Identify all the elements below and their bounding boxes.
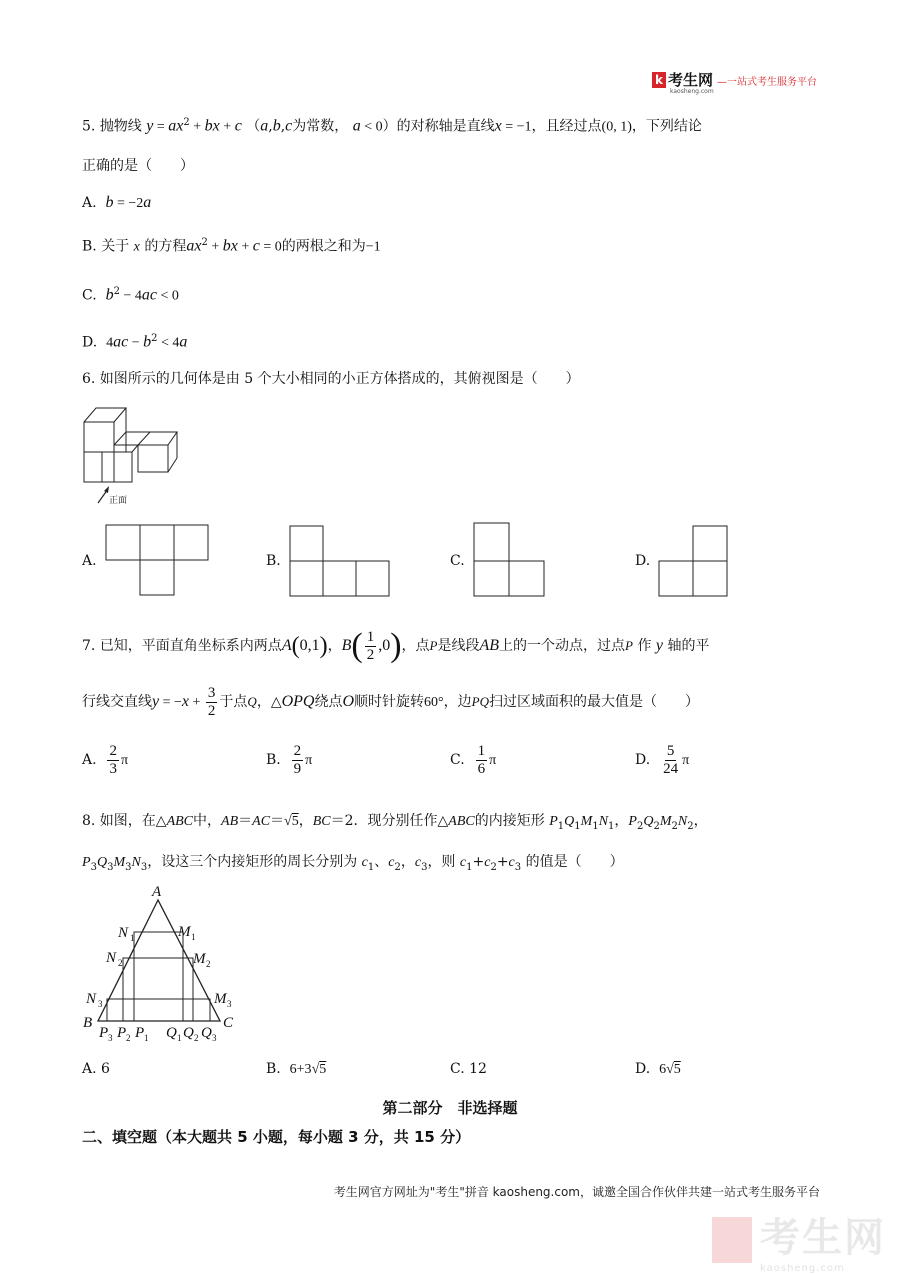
svg-text:2: 2: [206, 959, 211, 969]
label-b: B: [83, 1015, 93, 1031]
label-n3: [85, 991, 103, 1009]
q8-option-a[interactable]: A. 6: [82, 1061, 110, 1077]
q6-option-a-label[interactable]: A.: [82, 553, 97, 569]
front-label: 正面: [109, 496, 128, 506]
svg-text:1: 1: [130, 933, 135, 943]
footer-text: 考生网官方网址为"考生"拼音 kaosheng.com，诚邀全国合作伙伴共建一站式考生服务平台: [333, 1185, 820, 1199]
q5-stem-line2: 正确的是（ ）: [82, 158, 194, 174]
q7-option-b[interactable]: B. $\frac{2}{9}$ π: [266, 742, 313, 777]
header-logo: [652, 72, 817, 95]
q5-option-b[interactable]: B. 关于 x 的方程$ax^2$ + bx + c = 0的两根之和为−1: [82, 237, 381, 255]
q6-option-b-figure[interactable]: [288, 524, 392, 598]
q6-option-c-label[interactable]: C.: [450, 553, 465, 569]
q7-option-c[interactable]: C. $\frac{1}{6}$ π: [450, 742, 497, 777]
q6-option-a-figure[interactable]: [105, 523, 211, 597]
svg-text:3: 3: [227, 999, 232, 1009]
logo-name: 考生网: [668, 70, 714, 89]
svg-text:N: N: [106, 950, 117, 966]
svg-text:1: 1: [144, 1033, 149, 1043]
q7-stem: 7. 已知，平面直角坐标系内两点A(0,1)，B( $\frac{1}{2}$ ,0)，点P是线段AB上的一个动点，过点P 作 y 轴的平: [82, 627, 710, 664]
svg-text:M: M: [178, 924, 191, 940]
q7-option-d[interactable]: D. $\frac{5}{24}$ π: [635, 742, 690, 777]
label-p1: [134, 1025, 149, 1043]
svg-text:2: 2: [126, 1033, 131, 1043]
logo-slogan: —一站式考生服务平台: [717, 76, 818, 88]
part2-title: 第二部分 非选择题: [382, 1099, 518, 1117]
label-c: C: [223, 1015, 234, 1031]
logo-domain: kaosheng.com: [670, 88, 714, 95]
svg-text:1: 1: [177, 1033, 182, 1043]
watermark-mark: [712, 1217, 752, 1263]
svg-text:P: P: [135, 1025, 145, 1041]
q6-solid-figure: [78, 405, 188, 510]
label-m1: [177, 924, 196, 942]
q6-option-d-figure[interactable]: [657, 524, 729, 598]
label-n1: [117, 925, 135, 943]
watermark-domain: kaosheng.com: [760, 1263, 845, 1274]
label-m3: [213, 991, 232, 1009]
q8-triangle-figure: [80, 880, 250, 1050]
svg-text:P: P: [99, 1025, 109, 1041]
watermark-text: 考生网: [760, 1215, 886, 1261]
label-n2: [105, 950, 123, 968]
label-q1: [166, 1025, 182, 1043]
label-a: A: [152, 884, 162, 900]
q8-option-d[interactable]: D. 6√5: [635, 1061, 681, 1077]
q8-option-c[interactable]: C. 12: [450, 1061, 487, 1077]
rect-3: [107, 999, 210, 1021]
svg-text:N: N: [118, 925, 129, 941]
svg-text:2: 2: [194, 1033, 199, 1043]
q6-option-c-figure[interactable]: [472, 521, 548, 599]
label-p3: [98, 1025, 113, 1043]
q7-stem-line2: 行线交直线y = −x + $\frac{3}{2}$ 于点Q，△OPQ绕点O顺时针旋转60°，边PQ扫过区域面积的最大值是（ ）: [82, 684, 699, 719]
q7-option-a[interactable]: A. $\frac{2}{3}$ π: [82, 742, 129, 777]
svg-text:N: N: [86, 991, 97, 1007]
q6-option-d-label[interactable]: D.: [635, 553, 651, 569]
svg-text:Q: Q: [201, 1025, 212, 1041]
q5-option-c[interactable]: C. $b^2 - 4ac < 0$: [82, 286, 179, 304]
q5-option-d[interactable]: D. $4ac - b^2 < 4a$: [82, 333, 188, 351]
q5-option-a[interactable]: A. b = −2a: [82, 194, 152, 211]
svg-text:1: 1: [191, 932, 196, 942]
svg-text:P: P: [117, 1025, 127, 1041]
q8-option-b[interactable]: B. 6+3√5: [266, 1061, 327, 1077]
watermark: [712, 1206, 886, 1274]
svg-text:3: 3: [108, 1033, 113, 1043]
label-q2: [183, 1025, 199, 1043]
svg-text:M: M: [214, 991, 227, 1007]
q5-stem: 5. 抛物线 $y = ax^2$ + bx + c （a,b,c为常数， a < 0）的对称轴是直线x = −1，且经过点(0, 1)，下列结论: [82, 117, 702, 135]
svg-text:2: 2: [118, 958, 123, 968]
q6-stem: 6. 如图所示的几何体是由 5 个大小相同的小正方体搭成的，其俯视图是（ ）: [82, 371, 580, 387]
q6-option-b-label[interactable]: B.: [266, 553, 281, 569]
rect-1: [134, 932, 183, 1021]
q8-stem: 8. 如图，在△ABC中，AB＝AC＝√5，BC＝2．现分别任作△ABC的内接矩形 $P_1Q_1M_1N_1$，$P_2Q_2M_2N_2$，: [82, 813, 708, 832]
part2-heading: 二、填空题（本大题共 5 小题，每小题 3 分，共 15 分）: [82, 1128, 471, 1146]
svg-text:M: M: [193, 951, 206, 967]
label-q3: [201, 1025, 217, 1043]
svg-text:Q: Q: [183, 1025, 194, 1041]
svg-text:3: 3: [212, 1033, 217, 1043]
label-p2: [116, 1025, 131, 1043]
front-arrow: [98, 486, 109, 503]
svg-text:Q: Q: [166, 1025, 177, 1041]
q8-stem-line2: $P_3Q_3M_3N_3$，设这三个内接矩形的周长分别为 $c_1$、$c_2$，$c_3$，则 $c_1+c_2+c_3$ 的值是（ ）: [82, 854, 624, 873]
label-m2: [192, 951, 211, 969]
svg-text:3: 3: [98, 999, 103, 1009]
logo-mark: k: [652, 72, 666, 88]
